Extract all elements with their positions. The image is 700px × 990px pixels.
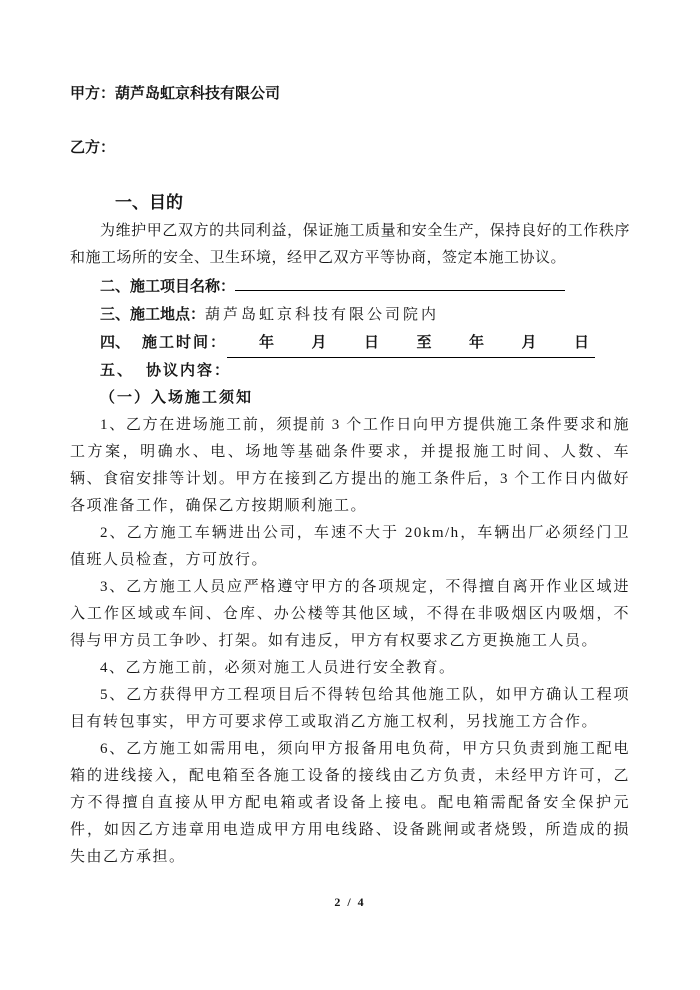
section-3-label: 三、施工地点： <box>100 306 206 323</box>
party-a-name: 葫芦岛虹京科技有限公司 <box>115 85 281 102</box>
party-b-line <box>70 138 630 158</box>
date-part-day-2: 日 <box>573 335 589 351</box>
party-b-label: 乙方： <box>70 139 116 156</box>
construction-site-value: 葫芦岛虹京科技有限公司院内 <box>205 307 440 323</box>
document-content <box>70 84 630 871</box>
party-a-line <box>70 84 630 104</box>
section-4-line <box>100 329 630 358</box>
subsection-1-title: （一）入场施工须知 <box>100 390 254 406</box>
section-2-line <box>100 271 630 301</box>
party-a-label: 甲方： <box>70 85 116 102</box>
section-4-label: 施工时间： <box>142 335 228 351</box>
date-part-month-2: 月 <box>521 335 537 351</box>
clause-4: 4、乙方施工前，必须对施工人员进行安全教育。 <box>100 660 456 676</box>
clause-5: 5、乙方获得甲方工程项目后不得转包给其他施工队，如甲方确认工程项目有转包事实，甲方可要求停工或取消乙方施工权利，另找施工方合作。 <box>70 687 630 730</box>
date-part-to: 至 <box>416 335 432 351</box>
section-5-number: 五、 <box>100 363 135 379</box>
date-part-year-1: 年 <box>259 335 275 351</box>
section-1-body: 为维护甲乙双方的共同利益，保证施工质量和安全生产，保持良好的工作秩序和施工场所的安全、卫生环境，经甲乙双方平等协商，签定本施工协议。 <box>70 222 630 266</box>
clause-1: 1、乙方在进场施工前，须提前 3 个工作日向甲方提供施工条件要求和施工方案，明确水、电、场地等基础条件要求，并提报施工时间、人数、车辆、食宿安排等计划。甲方在接到乙方提出的施工条件后，3 个工作日内做好各项准备工作，确保乙方按期顺利施工。 <box>70 417 630 514</box>
clause-3: 3、乙方施工人员应严格遵守甲方的各项规定，不得擅自离开作业区域进入工作区域或车间、仓库、办公楼等其他区域，不得在非吸烟区内吸烟，不得与甲方员工争吵、打架。如有违反，甲方有权要求乙方更换施工人员。 <box>70 579 630 649</box>
section-4-number: 四、 <box>100 334 131 351</box>
section-2-label: 二、施工项目名称： <box>100 278 236 295</box>
date-part-year-2: 年 <box>468 335 484 351</box>
section-5-label: 协议内容： <box>146 363 232 379</box>
section-5-line <box>100 358 630 385</box>
section-1-title: 一、目的 <box>115 193 183 212</box>
project-name-blank-field <box>235 271 565 291</box>
clause-6: 6、乙方施工如需用电，须向甲方报备用电负荷，甲方只负责到施工配电箱的进线接入，配电箱至各施工设备的接线由乙方负责，未经甲方许可，乙方不得擅自直接从甲方配电箱或者设备上接电。配电箱需配备安全保护元件，如因乙方违章用电造成甲方用电线路、设备跳闸或者烧毁，所造成的损失由乙方承担。 <box>70 741 630 865</box>
construction-date-blank-field <box>227 330 595 358</box>
date-part-day-1: 日 <box>364 335 380 351</box>
date-part-month-1: 月 <box>311 335 327 351</box>
section-3-line <box>100 301 630 329</box>
page-number: 2 / 4 <box>334 895 366 909</box>
clause-2: 2、乙方施工车辆进出公司，车速不大于 20km/h，车辆出厂必须经门卫值班人员检查，方可放行。 <box>70 525 630 568</box>
